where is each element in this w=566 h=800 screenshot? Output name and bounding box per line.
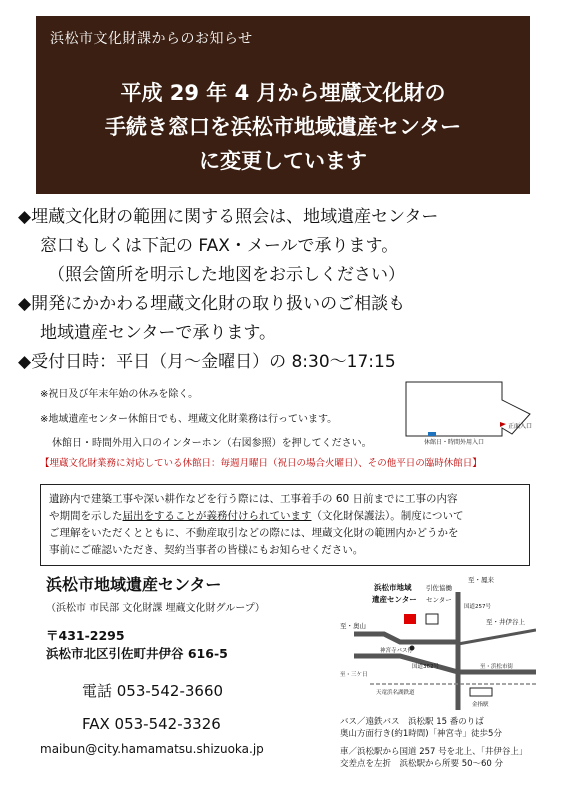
phone-number: 電話 053-542-3660: [82, 682, 224, 700]
kanesashi-station-marker: [470, 688, 492, 696]
fax-number: FAX 053-542-3326: [82, 715, 221, 733]
info-line-2-a: や期間を示した: [49, 510, 123, 522]
notification-requirement-box: [40, 484, 530, 566]
building-entrance-map: [402, 378, 534, 448]
to-mikkabi-label: 至・三ケ日: [340, 672, 368, 678]
okuyama-road: [354, 634, 458, 642]
center-name: 浜松市地域遺産センター: [46, 575, 222, 594]
jinguji-bus-label: 神宮寺バス停: [380, 648, 414, 654]
kanesashi-label: 金指駅: [472, 702, 489, 708]
bus-directions-1: バス／遠鉄バス 浜松駅 15 番のりば: [340, 717, 484, 727]
to-okuyama-label: 至・奥山: [340, 622, 366, 630]
title-line-3: に変更しています: [199, 149, 367, 173]
department-label: 浜松市文化財課からのお知らせ: [50, 31, 253, 47]
access-map: [340, 572, 536, 710]
note-intercom: 休館日・時間外用入口のインターホン（右図参照）を押してください。: [52, 438, 372, 449]
main-entrance-arrow: [500, 422, 506, 427]
access-directions: [340, 716, 527, 770]
car-directions-1: 車／浜松駅から国道 257 号を北上、「井伊谷上」: [340, 747, 528, 757]
bullet-hours: ◆受付日時：平日（月～金曜日）の 8:30～17:15: [18, 352, 396, 372]
title-line-1: 平成 29 年 4 月から埋蔵文化財の: [120, 81, 446, 105]
info-line-4: 事前にご確認いただき、契約当事者の皆様にもお知らせください。: [49, 544, 364, 556]
page-title: [36, 76, 530, 178]
header-banner: [36, 16, 530, 194]
route-362-label: 国道362号: [412, 664, 439, 670]
map-center-label-2: 遺産センター: [372, 595, 417, 604]
after-hours-entrance-marker: [428, 432, 436, 436]
to-city-label: 至・浜松市街: [480, 664, 514, 670]
email-address: maibun@city.hamamatsu.shizuoka.jp: [40, 742, 264, 756]
postal-code: 〒431-2295: [46, 628, 125, 643]
info-line-3: ご理解をいただくとともに、不動産取引などの際には、埋蔵文化財の範囲内かどうかを: [49, 527, 459, 539]
title-line-2: 手続き窓口を浜松市地域遺産センター: [104, 115, 462, 139]
info-line-2: [49, 508, 521, 525]
hikisa-label-1: 引佐協働: [426, 584, 452, 592]
bullet-consultation-cont: 地域遺産センターで承ります。: [40, 323, 276, 343]
bullet-consultation: ◆開発にかかわる埋蔵文化財の取り扱いのご相談も: [18, 294, 406, 314]
hikisa-center-marker: [426, 614, 438, 624]
info-line-1: 遺跡内で建築工事や深い耕作などを行う際には、工事着手の 60 日前までに工事の内容: [49, 493, 458, 505]
note-closed-day: ※地域遺産センター休館日でも、埋蔵文化財業務は行っています。: [40, 414, 338, 425]
contact-block: [46, 572, 265, 733]
note-holiday: ※祝日及び年末年始の休みを除く。: [40, 389, 199, 400]
to-horai-label: 至・鳳来: [468, 576, 494, 584]
center-department: （浜松市 市民部 文化財課 埋蔵文化財グループ）: [46, 603, 265, 614]
info-line-2-underline: 届出をすることが義務付けられています: [122, 510, 312, 522]
bus-directions-2: 奥山方面行き(約1時間)「神宮寺」徒歩5分: [340, 729, 502, 739]
route-257-label: 国道257号: [464, 604, 491, 610]
after-hours-entrance-label: 休館日・時間外用入口: [424, 439, 485, 446]
notice-bullets: [18, 203, 558, 377]
to-iinoya-label: 至・井伊谷上: [486, 618, 525, 626]
car-directions-2: 交差点を左折 浜松駅から所要 50～60 分: [340, 759, 504, 769]
hikisa-label-2: センター: [426, 596, 452, 604]
bullet-inquiry: ◆埋蔵文化財の範囲に関する照会は、地域遺産センター: [18, 207, 439, 227]
bullet-inquiry-cont: 窓口もしくは下記の FAX・メールで承ります。: [40, 236, 399, 256]
heritage-center-marker: [404, 614, 416, 624]
closed-day-service-note: 【埋蔵文化財業務に対応している休館日：毎週月曜日（祝日の場合火曜日）、その他平日の臨時休館日】: [40, 458, 482, 469]
bullet-inquiry-note: （照会箇所を明示した地図をお示しください）: [48, 265, 405, 285]
address: 浜松市北区引佐町井伊谷 616-5: [46, 646, 228, 661]
iinoya-road: [458, 630, 536, 644]
railway-label: 天竜浜名湖鉄道: [376, 690, 415, 696]
info-line-2-b: （文化財保護法）。制度について: [311, 510, 464, 522]
map-center-label-1: 浜松市地域: [374, 583, 412, 592]
main-entrance-label: 正面入口: [508, 423, 533, 430]
